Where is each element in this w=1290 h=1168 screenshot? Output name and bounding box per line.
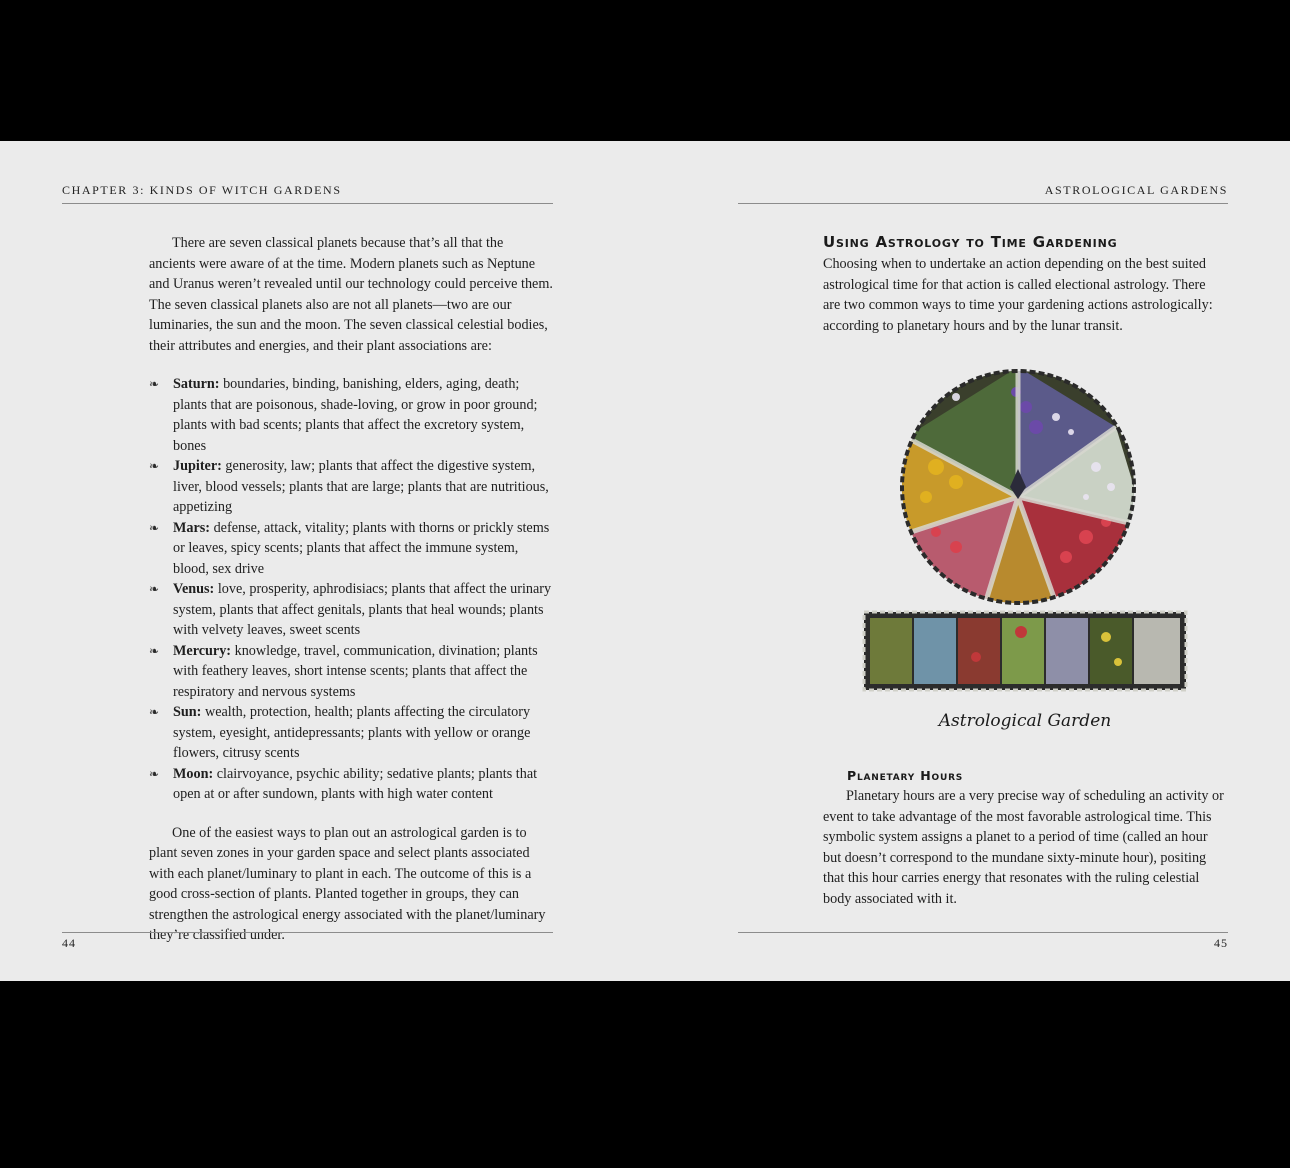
planet-list bbox=[149, 374, 553, 805]
figure-caption: Astrological Garden bbox=[938, 711, 1112, 731]
planet-item bbox=[149, 641, 553, 703]
fleuron-bullet-icon: ❧ bbox=[149, 459, 160, 473]
planet-name: Sun: bbox=[173, 704, 202, 720]
planet-name: Venus: bbox=[173, 581, 215, 597]
subsection-paragraph: Planetary hours are a very precise way of scheduling an activity or event to take advantage of the most favorable astrological time. This symbolic system assigns a planet to a period of time (called an hour but doesn’t correspond to the mundane sixty-minute hour), positing that this hour carries energy that resonates with the ruling celestial body associated with it. bbox=[823, 788, 1224, 907]
right-page-number: 45 bbox=[1214, 936, 1228, 950]
fleuron-bullet-icon: ❧ bbox=[149, 643, 160, 658]
left-page-number: 44 bbox=[62, 936, 76, 950]
fleuron-bullet-icon: ❧ bbox=[149, 520, 160, 535]
planet-description: boundaries, binding, banishing, elders, aging, death; plants that are poisonous, shade-loving, or grow in poor ground; plants with bad scents; plants that affect the excretory system, bones bbox=[173, 376, 538, 454]
planet-name: Saturn: bbox=[173, 376, 220, 392]
subsection-title: Planetary Hours bbox=[847, 768, 964, 783]
right-running-head: ASTROLOGICAL GARDENS bbox=[1044, 183, 1228, 197]
section-body bbox=[823, 254, 1223, 336]
planet-description: knowledge, travel, communication, divination; plants with feathery leaves, short intense scents; plants that affect the respiratory and nervous systems bbox=[173, 642, 538, 700]
left-running-head: CHAPTER 3: KINDS OF WITCH GARDENS bbox=[62, 183, 342, 197]
left-bottom-rule bbox=[62, 932, 553, 933]
astrological-garden-illustration bbox=[856, 357, 1196, 702]
planet-name: Mercury: bbox=[173, 642, 232, 659]
planet-description: clairvoyance, psychic ability; sedative plants; plants that open at or after sundown, plants with high water content bbox=[173, 765, 538, 802]
planet-item bbox=[149, 764, 553, 805]
planet-item bbox=[149, 374, 553, 456]
planet-item bbox=[149, 702, 553, 764]
planet-name: Jupiter: bbox=[173, 458, 222, 474]
planet-name: Moon: bbox=[173, 765, 214, 782]
subsection-body bbox=[823, 786, 1225, 909]
right-bottom-rule bbox=[738, 932, 1228, 933]
fleuron-bullet-icon: ❧ bbox=[149, 766, 160, 781]
section-title: Using Astrology to Time Gardening bbox=[823, 233, 1118, 251]
fleuron-bullet-icon: ❧ bbox=[149, 377, 160, 391]
left-closing-paragraph: One of the easiest ways to plan out an astrological garden is to plant seven zones in your garden space and select plants associated with each planet/luminary to plant in each. The outcome of this is a good cross-section of plants. Planted together in groups, they can strengthen the astrological energy associated with the planet/luminary they’re classified under. bbox=[149, 824, 546, 943]
left-top-rule bbox=[62, 203, 553, 204]
right-top-rule bbox=[738, 203, 1228, 204]
planet-item bbox=[149, 518, 553, 580]
planet-description: generosity, law; plants that affect the digestive system, liver, blood vessels; plants that are large; plants that are nutritious, appetizing bbox=[173, 458, 549, 515]
planet-name: Mars: bbox=[173, 519, 211, 536]
left-intro-paragraph: There are seven classical planets because that’s all that the ancients were aware of at the time. Modern planets such as Neptune and Uranus weren’t revealed until our technology could perceive them. The seven classical planets also are not all planets—two are our luminaries, the sun and the moon. The seven classical celestial bodies, their attributes and energies, and their plant associations are: bbox=[149, 235, 553, 354]
book-spread bbox=[0, 141, 1290, 981]
planet-item bbox=[149, 456, 553, 518]
planet-item bbox=[149, 579, 553, 641]
garden-bed-strip bbox=[864, 612, 1186, 690]
fleuron-bullet-icon: ❧ bbox=[149, 582, 160, 596]
planet-description: wealth, protection, health; plants affecting the circulatory system, eyesight, antidepressants; plants with yellow or orange flowers, citrusy scents bbox=[173, 704, 531, 761]
planet-description: defense, attack, vitality; plants with thorns or prickly stems or leaves, spicy scents; plants that affect the immune system, blood, sex drive bbox=[173, 519, 550, 577]
left-body bbox=[149, 233, 553, 946]
planet-description: love, prosperity, aphrodisiacs; plants that affect the urinary system, plants that affect genitals, plants that heal wounds; plants with velvety leaves, sweet scents bbox=[173, 581, 552, 638]
fleuron-bullet-icon: ❧ bbox=[149, 705, 160, 719]
section-paragraph: Choosing when to undertake an action depending on the best suited astrological time for that action is called electional astrology. There are two common ways to time your gardening actions astrologically: according to planetary hours and by the lunar transit. bbox=[823, 256, 1213, 334]
